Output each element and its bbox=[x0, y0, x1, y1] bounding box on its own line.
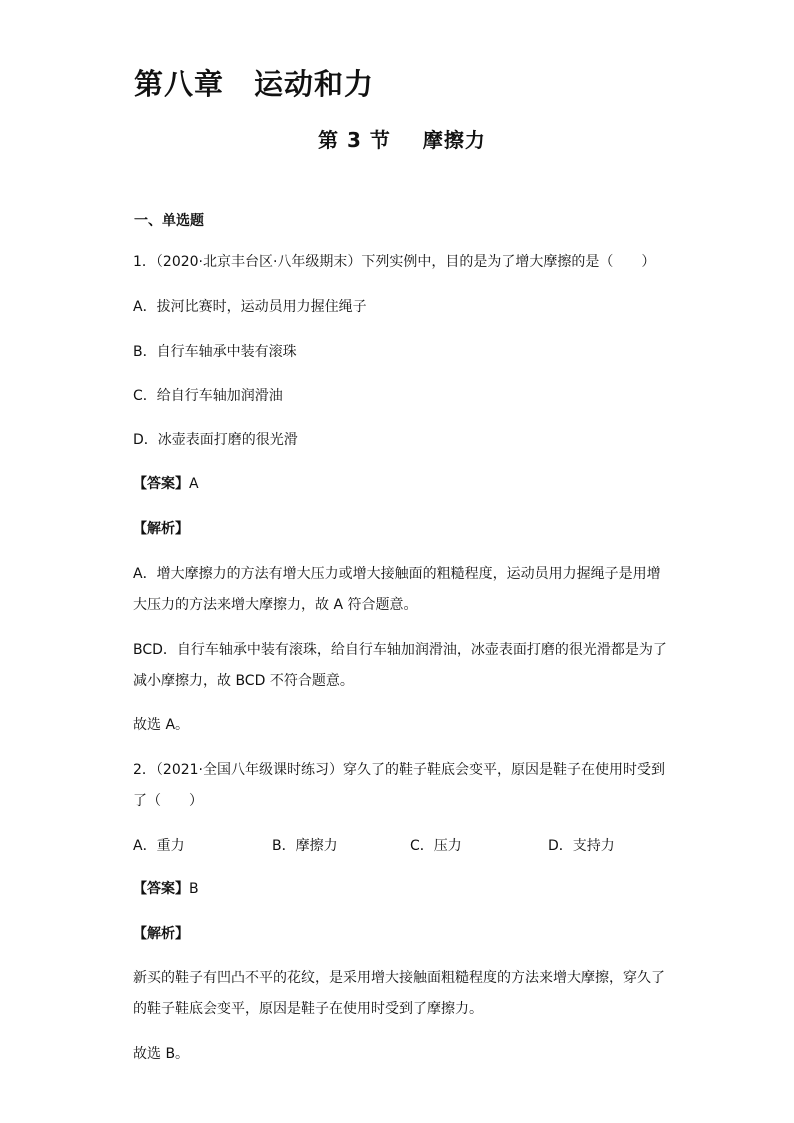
q1-option-b: B．自行车轴承中装有滚珠 bbox=[133, 344, 297, 360]
q2-option-b: B．摩擦力 bbox=[272, 838, 338, 854]
q2-options-row bbox=[133, 835, 653, 855]
q1-option-a: A．拔河比赛时，运动员用力握住绳子 bbox=[133, 299, 367, 315]
q1-analysis-line-3: BCD．自行车轴承中装有滚珠，给自行车轴加润滑油，冰壶表面打磨的很光滑都是为了 bbox=[133, 642, 667, 658]
q2-answer-value: B bbox=[189, 881, 199, 897]
q2-stem-line-1: 2．（2021·全国八年级课时练习）穿久了的鞋子鞋底会变平，原因是鞋子在使用时受到 bbox=[133, 762, 665, 778]
q1-analysis-label: 【解析】 bbox=[133, 521, 189, 537]
q1-option-d: D．冰壶表面打磨的很光滑 bbox=[133, 432, 298, 448]
chapter-title: 第八章 运动和力 bbox=[134, 67, 375, 101]
q1-answer-value: A bbox=[189, 476, 199, 492]
q1-analysis-line-2: 大压力的方法来增大摩擦力，故 A 符合题意。 bbox=[133, 597, 418, 613]
q1-answer bbox=[133, 473, 199, 493]
q2-conclusion: 故选 B。 bbox=[133, 1046, 190, 1062]
q1-stem: 1．（2020·北京丰台区·八年级期末）下列实例中，目的是为了增大摩擦的是（ ） bbox=[133, 254, 656, 270]
q2-option-c: C．压力 bbox=[410, 838, 462, 854]
section-title bbox=[318, 124, 486, 153]
q1-option-c: C．给自行车轴加润滑油 bbox=[133, 388, 283, 404]
q1-analysis-line-4: 减小摩擦力，故 BCD 不符合题意。 bbox=[133, 673, 354, 689]
q1-conclusion: 故选 A。 bbox=[133, 717, 190, 733]
q2-analysis-label: 【解析】 bbox=[133, 926, 189, 942]
q2-stem-line-2: 了（ ） bbox=[133, 793, 203, 809]
q2-option-a: A．重力 bbox=[133, 838, 185, 854]
q2-analysis-line-1: 新买的鞋子有凹凸不平的花纹，是采用增大接触面粗糙程度的方法来增大摩擦，穿久了 bbox=[133, 970, 665, 986]
section-name: 摩擦力 bbox=[422, 128, 486, 152]
q2-answer bbox=[133, 878, 199, 898]
q1-answer-label: 【答案】 bbox=[133, 476, 189, 492]
q1-analysis-line-1: A．增大摩擦力的方法有增大压力或增大接触面的粗糙程度，运动员用力握绳子是用增 bbox=[133, 566, 661, 582]
section-number: 第 3 节 bbox=[318, 128, 391, 152]
q2-answer-label: 【答案】 bbox=[133, 881, 189, 897]
part-heading: 一、单选题 bbox=[134, 213, 204, 229]
q2-analysis-line-2: 的鞋子鞋底会变平，原因是鞋子在使用时受到了摩擦力。 bbox=[133, 1001, 483, 1017]
q2-option-d: D．支持力 bbox=[548, 838, 615, 854]
